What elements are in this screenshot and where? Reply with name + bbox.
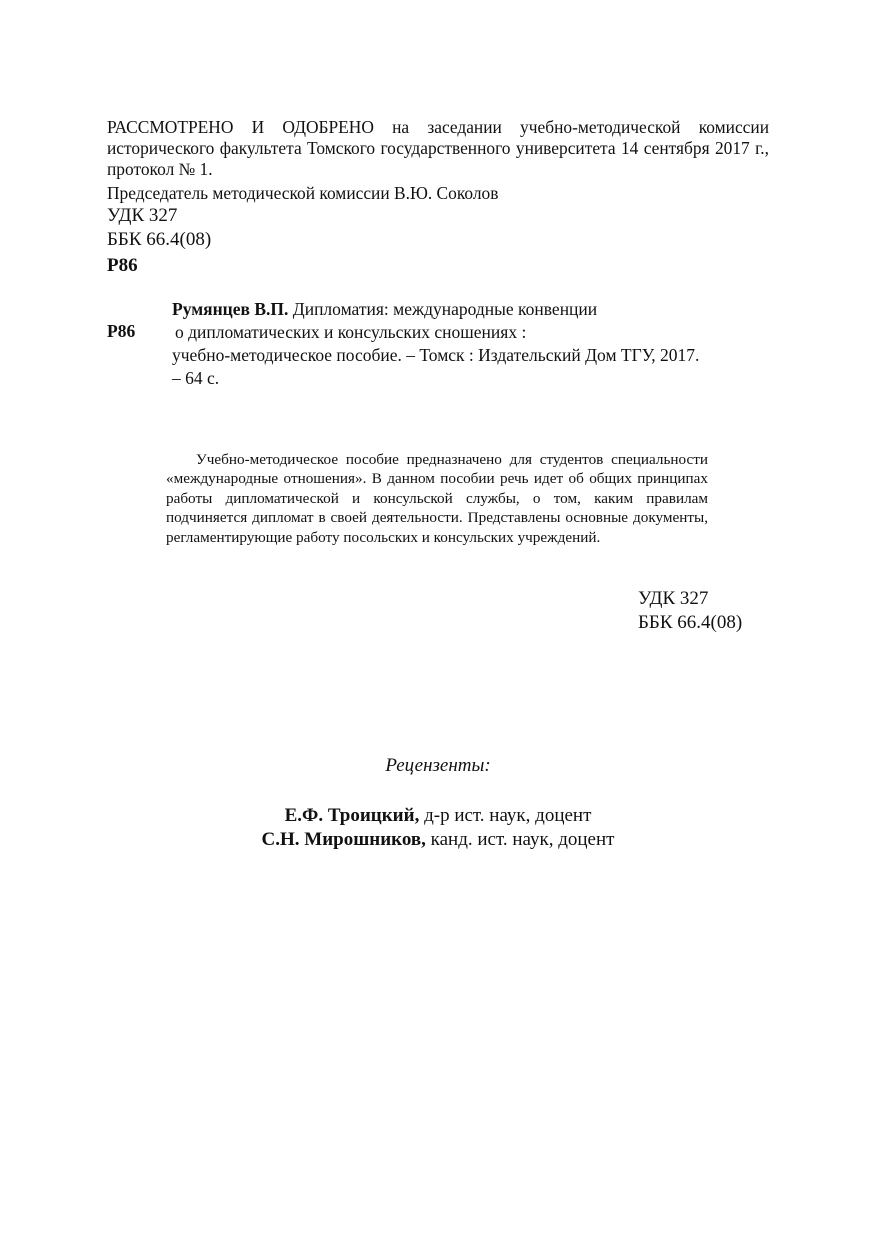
abstract (166, 450, 708, 547)
bbk-code-right: ББК 66.4(08) (638, 612, 743, 633)
bibliography-author: Румянцев В.П. (172, 299, 289, 319)
reviewer (0, 804, 876, 828)
bibliography-line-3: учебно-методическое пособие. – Томск : Издательский Дом ТГУ, 2017. (172, 345, 700, 365)
reviewer-details: д-р ист. наук, доцент (419, 805, 592, 826)
bibliography-author-mark: Р86 (107, 321, 136, 341)
classification-codes (638, 587, 742, 635)
bbk-code: ББК 66.4(08) (107, 229, 212, 250)
commission-chair: Председатель методической комиссии В.Ю. Соколов (107, 183, 499, 203)
reviewer-name: Е.Ф. Троицкий, (284, 805, 420, 826)
bibliography-line-2: о дипломатических и консульских сношениях : (175, 322, 527, 342)
approval-statement: РАССМОТРЕНО И ОДОБРЕНО на заседании учебно-методической комиссии исторического факультета Томского государственного университета 14 сентября 2017 г., протокол № 1. (107, 117, 769, 179)
udk-code-right: УДК 327 (638, 588, 709, 609)
abstract-text: Учебно-методическое пособие предназначено для студентов специальности «международные отношения». В данном пособии речь идет об общих принципах работы дипломатической и консульской службы, о том, каким правилам подчиняется дипломат в своей деятельности. Представлены основные документы, регламентирующие работу посольских и консульских учреждений. (166, 451, 708, 546)
bibliography-title: Дипломатия: международные конвенции (288, 299, 598, 319)
reviewer-details: канд. ист. наук, доцент (425, 829, 615, 850)
bibliography-line-4: – 64 с. (172, 368, 220, 388)
reviewers-heading: Рецензенты: (385, 755, 491, 776)
udk-code: УДК 327 (107, 205, 178, 226)
author-mark: Р86 (107, 255, 138, 276)
reviewer (0, 828, 876, 852)
reviewer-name: С.Н. Мирошников, (261, 829, 426, 850)
bibliography-line-1 (172, 298, 597, 322)
